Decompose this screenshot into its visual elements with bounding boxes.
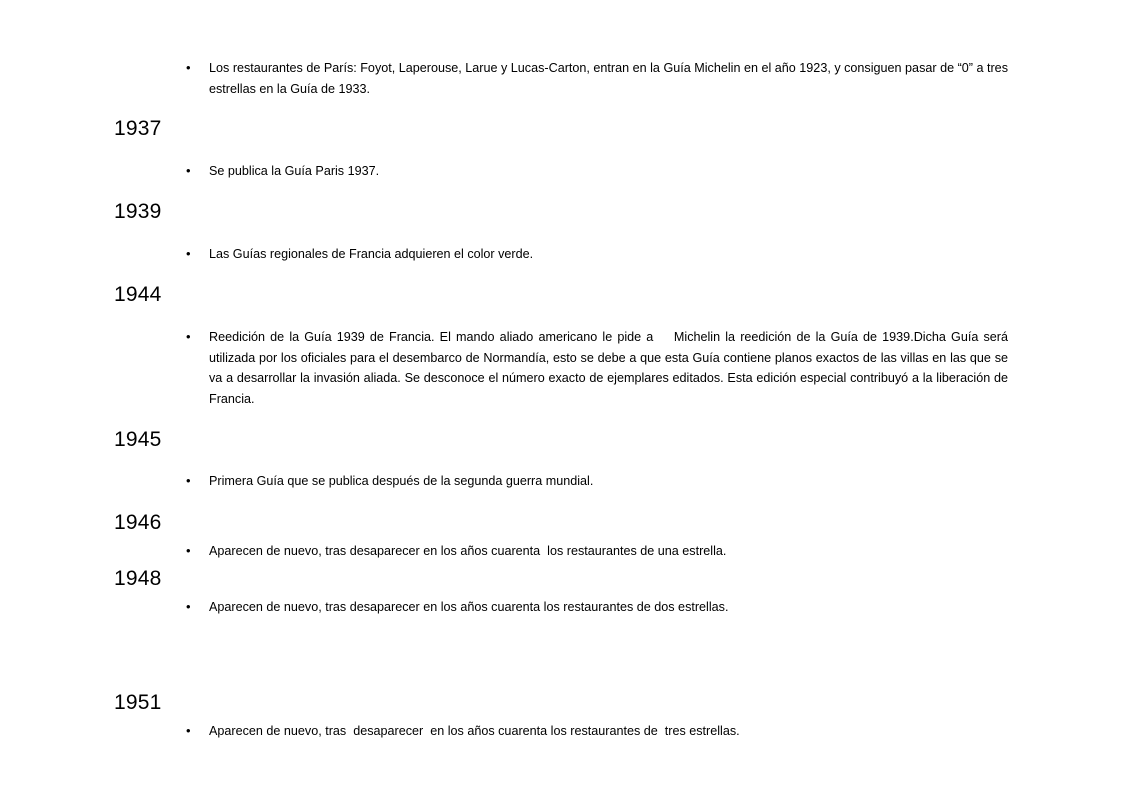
- list-item: [186, 161, 1008, 182]
- bullet-icon: •: [186, 60, 191, 75]
- list-item: [186, 327, 1012, 409]
- list-item-text: Los restaurantes de París: Foyot, Laperouse, Larue y Lucas-Carton, entran en la Guía Michelin en el año 1923, y consiguen pasar de “0” a tres estrellas en la Guía de 1933.: [209, 61, 1008, 96]
- list-item-text: Primera Guía que se publica después de la segunda guerra mundial.: [209, 474, 594, 488]
- list-item-text: Las Guías regionales de Francia adquieren el color verde.: [209, 247, 534, 261]
- bullet-icon: •: [186, 599, 191, 614]
- list-item-text: Reedición de la Guía 1939 de Francia. El mando aliado americano le pide a Michelin la reedición de la Guía de 1939.Dicha Guía será utilizada por los oficiales para el desembarco de Normandía, esto se debe a que esta Guía contiene planos exactos de las villas en las que se va a desarrollar la invasión aliada. Se desconoce el número exacto de ejemplares editados. Esta edición especial contribuyó a la liberación de Francia.: [209, 330, 1012, 406]
- year-heading: 1946: [114, 511, 162, 534]
- list-item-text: Aparecen de nuevo, tras desaparecer en los años cuarenta los restaurantes de tres estrellas.: [209, 724, 740, 738]
- year-heading: 1944: [114, 283, 162, 306]
- list-item: [186, 244, 1008, 265]
- list-item: [186, 597, 1008, 618]
- list-item-text: Aparecen de nuevo, tras desaparecer en los años cuarenta los restaurantes de dos estrellas.: [209, 600, 729, 614]
- bullet-icon: •: [186, 329, 191, 344]
- bullet-icon: •: [186, 543, 191, 558]
- year-heading: 1948: [114, 567, 162, 590]
- bullet-icon: •: [186, 473, 191, 488]
- year-heading: 1951: [114, 691, 162, 714]
- year-heading: 1945: [114, 428, 162, 451]
- list-item: [186, 471, 1008, 492]
- list-item: [186, 58, 1008, 99]
- bullet-icon: •: [186, 723, 191, 738]
- list-item-text: Se publica la Guía Paris 1937.: [209, 164, 380, 178]
- bullet-icon: •: [186, 246, 191, 261]
- bullet-icon: •: [186, 163, 191, 178]
- list-item: [186, 541, 1008, 562]
- list-item: [186, 721, 1008, 742]
- year-heading: 1939: [114, 200, 162, 223]
- list-item-text: Aparecen de nuevo, tras desaparecer en los años cuarenta los restaurantes de una estrella.: [209, 544, 727, 558]
- year-heading: 1937: [114, 117, 162, 140]
